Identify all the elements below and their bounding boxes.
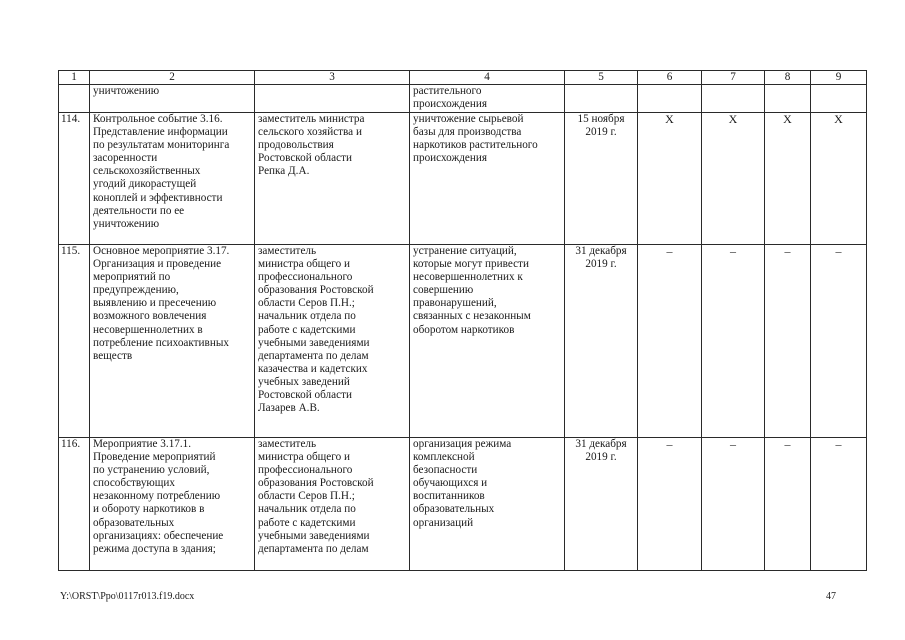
mark-cell: X xyxy=(638,113,702,245)
mark-cell xyxy=(765,85,811,113)
column-header: 5 xyxy=(565,71,638,85)
event-cell: Мероприятие 3.17.1. Проведение мероприятий по устранению условий, способствующих незаконному потреблению и обороту наркотиков в образовательных организациях: обеспечение режима доступа в здания; xyxy=(90,438,255,571)
mark-cell xyxy=(811,85,867,113)
date-cell: 31 декабря 2019 г. xyxy=(565,245,638,438)
date-cell xyxy=(565,85,638,113)
column-header: 7 xyxy=(702,71,765,85)
table-row xyxy=(59,85,867,113)
date-cell: 15 ноября 2019 г. xyxy=(565,113,638,245)
table-row xyxy=(59,113,867,245)
mark-cell: – xyxy=(765,245,811,438)
responsible-cell: заместитель министра общего и профессионального образования Ростовской области Серов П.Н.; начальник отдела по работе с кадетскими учебными заведениями департамента по делам казачества и кадетских учебных заведений Ростовской области Лазарев А.В. xyxy=(255,245,410,438)
mark-cell: X xyxy=(811,113,867,245)
mark-cell: X xyxy=(702,113,765,245)
result-cell: организация режима комплексной безопасности обучающихся и воспитанников образовательных организаций xyxy=(410,438,565,571)
result-cell: растительного происхождения xyxy=(410,85,565,113)
column-header: 2 xyxy=(90,71,255,85)
table-header-row xyxy=(59,71,867,85)
responsible-cell xyxy=(255,85,410,113)
page-number: 47 xyxy=(826,591,836,602)
table-row xyxy=(59,438,867,571)
responsible-cell: заместитель министра сельского хозяйства и продовольствия Ростовской области Репка Д.А. xyxy=(255,113,410,245)
mark-cell: – xyxy=(638,245,702,438)
mark-cell xyxy=(638,85,702,113)
event-cell: уничтожению xyxy=(90,85,255,113)
mark-cell xyxy=(702,85,765,113)
column-header: 3 xyxy=(255,71,410,85)
column-header: 4 xyxy=(410,71,565,85)
row-number: 116. xyxy=(59,438,90,571)
mark-cell: – xyxy=(702,245,765,438)
result-cell: устранение ситуаций, которые могут привести несовершеннолетних к совершению правонарушений, связанных с незаконным оборотом наркотиков xyxy=(410,245,565,438)
row-number: 115. xyxy=(59,245,90,438)
column-header: 6 xyxy=(638,71,702,85)
table-row xyxy=(59,245,867,438)
mark-cell: – xyxy=(702,438,765,571)
mark-cell: – xyxy=(811,438,867,571)
column-header: 1 xyxy=(59,71,90,85)
responsible-cell: заместитель министра общего и профессионального образования Ростовской области Серов П.Н.; начальник отдела по работе с кадетскими учебными заведениями департамента по делам xyxy=(255,438,410,571)
event-cell: Контрольное событие 3.16. Представление информации по результатам мониторинга засоренности сельскохозяйственных угодий дикорастущей коноплей и эффективности деятельности по ее уничтожению xyxy=(90,113,255,245)
file-path: Y:\ORST\Ppo\0117r013.f19.docx xyxy=(60,591,195,602)
result-cell: уничтожение сырьевой базы для производства наркотиков растительного происхождения xyxy=(410,113,565,245)
date-cell: 31 декабря 2019 г. xyxy=(565,438,638,571)
column-header: 9 xyxy=(811,71,867,85)
mark-cell: – xyxy=(765,438,811,571)
row-number xyxy=(59,85,90,113)
event-cell: Основное мероприятие 3.17. Организация и проведение мероприятий по предупреждению, выявлению и пресечению возможного вовлечения несовершеннолетних в потребление психоактивных веществ xyxy=(90,245,255,438)
mark-cell: – xyxy=(638,438,702,571)
mark-cell: – xyxy=(811,245,867,438)
measures-table xyxy=(58,70,867,571)
column-header: 8 xyxy=(765,71,811,85)
row-number: 114. xyxy=(59,113,90,245)
mark-cell: X xyxy=(765,113,811,245)
